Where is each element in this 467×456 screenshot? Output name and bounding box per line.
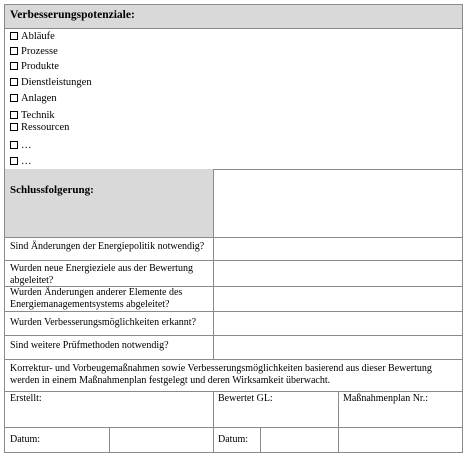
created-field[interactable] — [5, 392, 213, 426]
conclusion-label: Schlussfolgerung: — [10, 184, 94, 196]
checkbox-icon[interactable] — [10, 62, 18, 70]
answer-improvements-field[interactable] — [214, 312, 462, 334]
checkbox-icon[interactable] — [10, 141, 18, 149]
divider — [5, 359, 462, 360]
measures-note: Korrektur- und Vorbeugemaßnahmen sowie Verbesserungsmöglichkeiten basierend aus dieser Bewertung werden in einem Maßnahmenplan festgelegt und deren Wirksamkeit überwacht. — [10, 363, 432, 386]
answer-test-methods-field[interactable] — [214, 336, 462, 358]
column-divider — [213, 169, 214, 359]
column-divider — [338, 391, 339, 453]
checklist-item-label: Produkte — [21, 61, 59, 72]
checklist-item-label: Prozesse — [21, 46, 58, 57]
question-policy: Sind Änderungen der Energiepolitik notwendig? — [10, 241, 205, 252]
column-divider — [109, 427, 110, 453]
date-rated-field[interactable] — [261, 428, 337, 452]
checkbox-icon[interactable] — [10, 157, 18, 165]
checklist-item-ablaeufe[interactable] — [10, 31, 55, 43]
column-divider — [213, 391, 214, 453]
checklist-item-other-1[interactable] — [10, 140, 32, 152]
checkbox-icon[interactable] — [10, 47, 18, 55]
question-energy-targets: Wurden neue Energieziele aus der Bewertung abgeleitet? — [10, 263, 193, 286]
divider — [5, 427, 462, 428]
checkbox-icon[interactable] — [10, 78, 18, 86]
rated-field[interactable] — [214, 392, 338, 426]
checklist-item-other-2[interactable] — [10, 156, 32, 168]
date-label-rated: Datum: — [218, 434, 248, 445]
checklist-item-prozesse[interactable] — [10, 46, 58, 58]
potentials-header — [5, 5, 462, 29]
checklist-item-label: Abläufe — [21, 31, 55, 42]
question-other-elements: Wurden Änderungen anderer Elemente des Energiemanagementsystems abgeleitet? — [10, 287, 183, 310]
checklist-item-label: Dienstleistungen — [21, 77, 92, 88]
checklist-item-label: Technik — [21, 110, 55, 121]
checklist-item-label: Anlagen — [21, 93, 57, 104]
checklist-item-produkte[interactable] — [10, 61, 59, 73]
rated-label: Bewertet GL: — [218, 393, 273, 404]
checkbox-icon[interactable] — [10, 123, 18, 131]
question-improvements: Wurden Verbesserungsmöglichkeiten erkannt? — [10, 317, 197, 328]
answer-energy-targets-field[interactable] — [214, 261, 462, 285]
date-label-created: Datum: — [10, 434, 40, 445]
plan-number-label: Maßnahmenplan Nr.: — [343, 393, 428, 404]
checkbox-icon[interactable] — [10, 111, 18, 119]
conclusion-input[interactable] — [214, 170, 462, 237]
created-label: Erstellt: — [10, 393, 42, 404]
checklist-item-ressourcen[interactable] — [10, 122, 69, 134]
checklist-item-technik[interactable] — [10, 110, 55, 122]
review-form-table — [4, 4, 463, 453]
date-created-field[interactable] — [110, 428, 212, 452]
checklist-item-label: … — [21, 156, 32, 167]
potentials-header-label: Verbesserungspotenziale: — [10, 9, 135, 21]
question-test-methods: Sind weitere Prüfmethoden notwendig? — [10, 340, 169, 351]
conclusion-label-cell — [5, 169, 213, 237]
answer-policy-field[interactable] — [214, 238, 462, 259]
checklist-item-label: … — [21, 140, 32, 151]
plan-number-field[interactable] — [339, 392, 462, 426]
checklist-item-anlagen[interactable] — [10, 93, 57, 105]
checkbox-icon[interactable] — [10, 32, 18, 40]
column-divider — [260, 427, 261, 453]
answer-other-elements-field[interactable] — [214, 287, 462, 311]
checklist-item-dienstleistungen[interactable] — [10, 77, 92, 89]
checklist-item-label: Ressourcen — [21, 122, 70, 133]
checkbox-icon[interactable] — [10, 94, 18, 102]
